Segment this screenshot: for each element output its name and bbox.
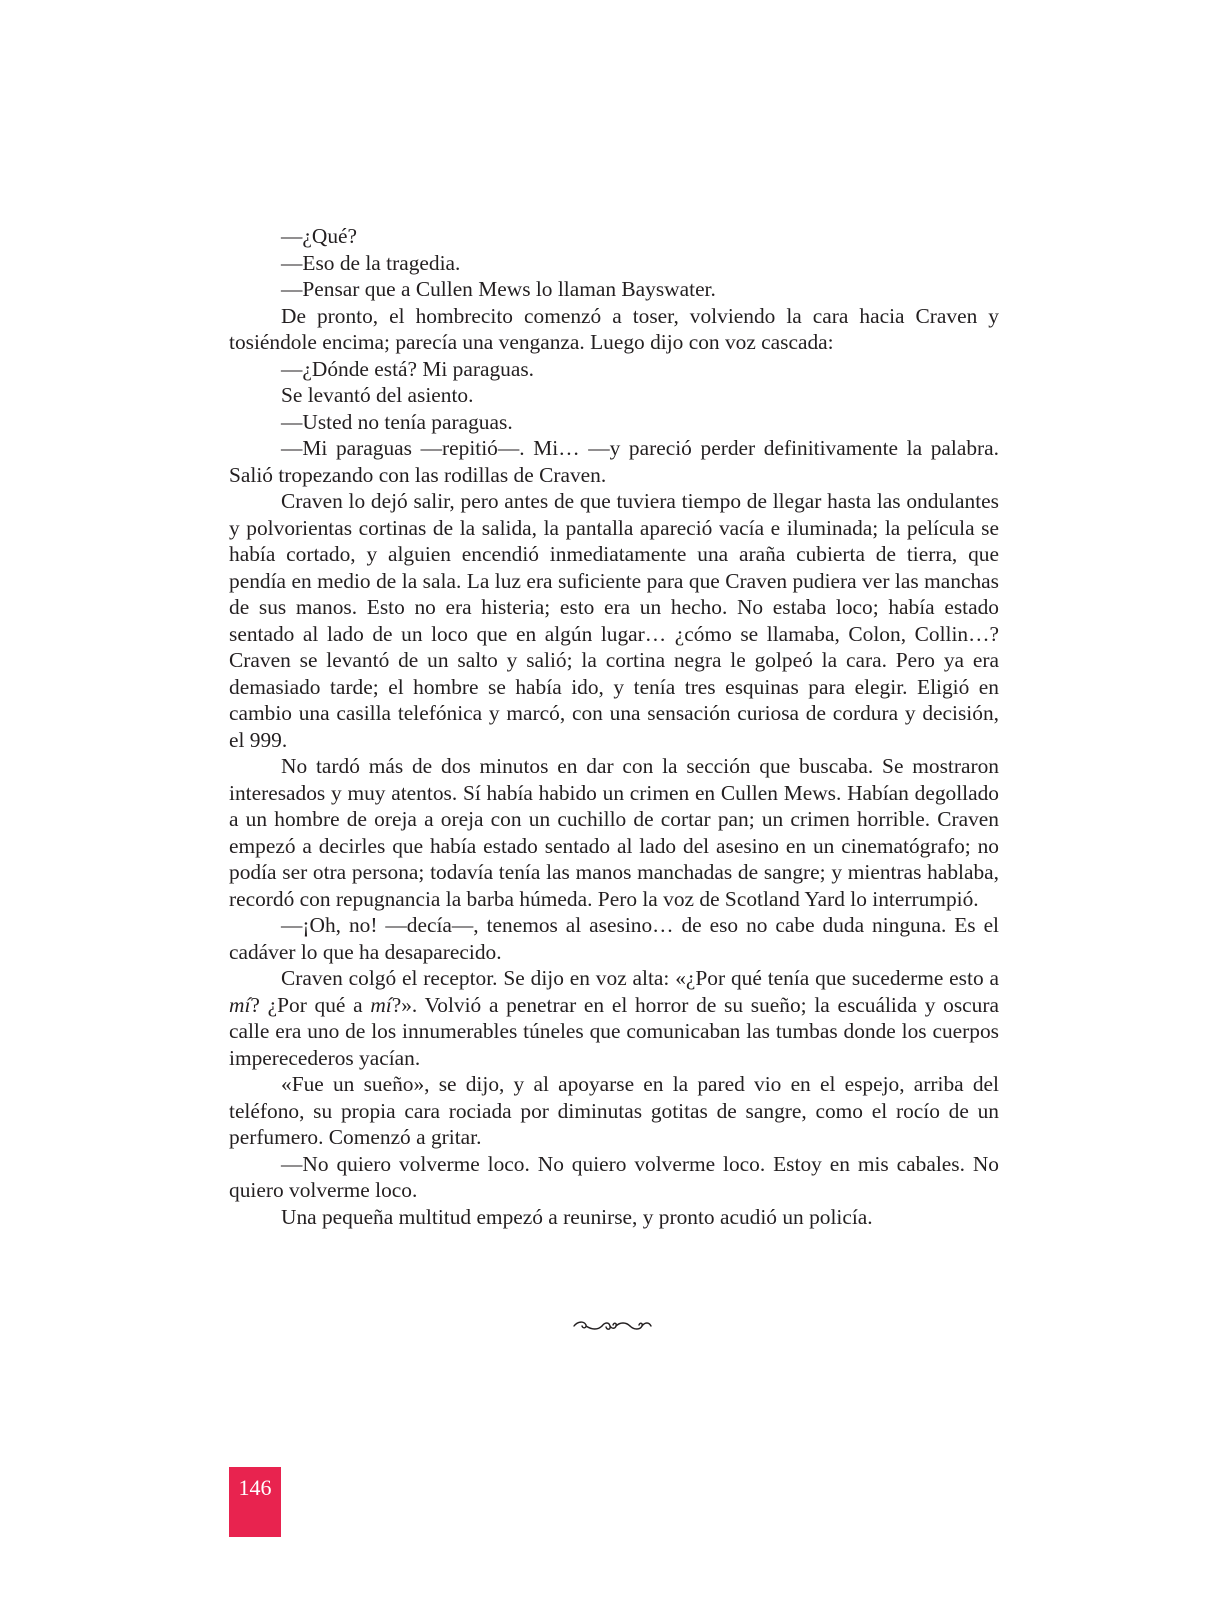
paragraph-10 bbox=[229, 753, 999, 912]
text-run: Una pequeña multitud empezó a reunirse, y pronto acudió un policía. bbox=[281, 1204, 873, 1229]
paragraph-3 bbox=[229, 276, 999, 303]
text-run: —¿Qué? bbox=[281, 224, 358, 248]
paragraph-12 bbox=[229, 965, 999, 1071]
page-number-badge bbox=[229, 1467, 281, 1537]
text-run: Craven lo dejó salir, pero antes de que tuviera tiempo de llegar hasta las ondulantes y polvorientas cortinas de la salida, la pantalla apareció vacía e iluminada; la película se había cortado, y alguien encendió inmediatamente una araña cubierta de tierra, que pendía en medio de la sala. La luz era suficiente para que Craven pudiera ver las manchas de sus manos. Esto no era histeria; esto era un hecho. No estaba loco; había estado sentado al lado de un loco que en algún lugar… ¿cómo se llamaba, Colon, Collin…? Craven se levantó de un salto y salió; la cortina negra le golpeó la cara. Pero ya era demasiado tarde; el hombre se había ido, y tenía tres esquinas para elegir. Eligió en cambio una casilla telefónica y marcó, con una sensación curiosa de cordura y decisión, el 999. bbox=[229, 489, 999, 752]
paragraph-13 bbox=[229, 1071, 999, 1151]
paragraph-6 bbox=[229, 382, 999, 409]
paragraph-4 bbox=[229, 303, 999, 356]
paragraph-9 bbox=[229, 488, 999, 753]
paragraph-8 bbox=[229, 435, 999, 488]
text-run: «Fue un sueño», se dijo, y al apoyarse en la pared vio en el espejo, arriba del teléfono, su propia cara rociada por diminutas gotitas de sangre, como el rocío de un perfumero. Comenzó a gritar. bbox=[229, 1072, 999, 1149]
paragraph-11 bbox=[229, 912, 999, 965]
text-run: Se levantó del asiento. bbox=[281, 383, 474, 407]
text-run: —¡Oh, no! —decía—, tenemos al asesino… de eso no cabe duda ninguna. Es el cadáver lo que ha desaparecido. bbox=[229, 913, 999, 964]
text-run: —Eso de la tragedia. bbox=[281, 250, 461, 275]
body-text bbox=[229, 223, 999, 1230]
italic-text: mí bbox=[229, 992, 251, 1017]
page-number: 146 bbox=[238, 1475, 272, 1500]
text-run: Craven colgó el receptor. Se dijo en voz alta: «¿Por qué tenía que sucederme esto a bbox=[281, 966, 999, 990]
text-run: De pronto, el hombrecito comenzó a toser, volviendo la cara hacia Craven y tosiéndole encima; parecía una venganza. Luego dijo con voz cascada: bbox=[229, 303, 999, 354]
paragraph-7 bbox=[229, 409, 999, 436]
text-run: —No quiero volverme loco. No quiero volverme loco. Estoy en mis cabales. No quiero volverme loco. bbox=[229, 1151, 999, 1202]
flourish-ornament-icon bbox=[570, 1318, 654, 1334]
paragraph-15 bbox=[229, 1204, 999, 1231]
text-run: No tardó más de dos minutos en dar con la sección que buscaba. Se mostraron interesados y muy atentos. Sí había habido un crimen en Cullen Mews. Habían degollado a un hombre de oreja a oreja con un cuchillo de cortar pan; un crimen horrible. Craven empezó a decirles que había estado sentado al lado del asesino en un cinematógrafo; no podía ser otra persona; todavía tenía las manos manchadas de sangre; y mientras hablaba, recordó con repugnancia la barba húmeda. Pero la voz de Scotland Yard lo interrumpió. bbox=[229, 754, 999, 911]
paragraph-5 bbox=[229, 356, 999, 383]
paragraph-14 bbox=[229, 1151, 999, 1204]
text-run: —¿Dónde está? Mi paraguas. bbox=[281, 356, 535, 381]
text-run: ?». Volvió a penetrar en el horror de su sueño; la escuálida y oscura calle era uno de los innumerables túneles que comunicaban las tumbas donde los cuerpos imperecederos yacían. bbox=[229, 992, 999, 1070]
text-run: ? ¿Por qué a bbox=[250, 992, 371, 1017]
paragraph-1 bbox=[229, 223, 999, 250]
paragraph-2 bbox=[229, 250, 999, 277]
text-run: —Usted no tenía paraguas. bbox=[281, 409, 513, 434]
italic-text: mí bbox=[370, 992, 392, 1017]
text-run: —Pensar que a Cullen Mews lo llaman Bayswater. bbox=[281, 277, 716, 301]
text-run: —Mi paraguas —repitió—. Mi… —y pareció perder definitivamente la palabra. Salió tropezando con las rodillas de Craven. bbox=[229, 436, 999, 487]
